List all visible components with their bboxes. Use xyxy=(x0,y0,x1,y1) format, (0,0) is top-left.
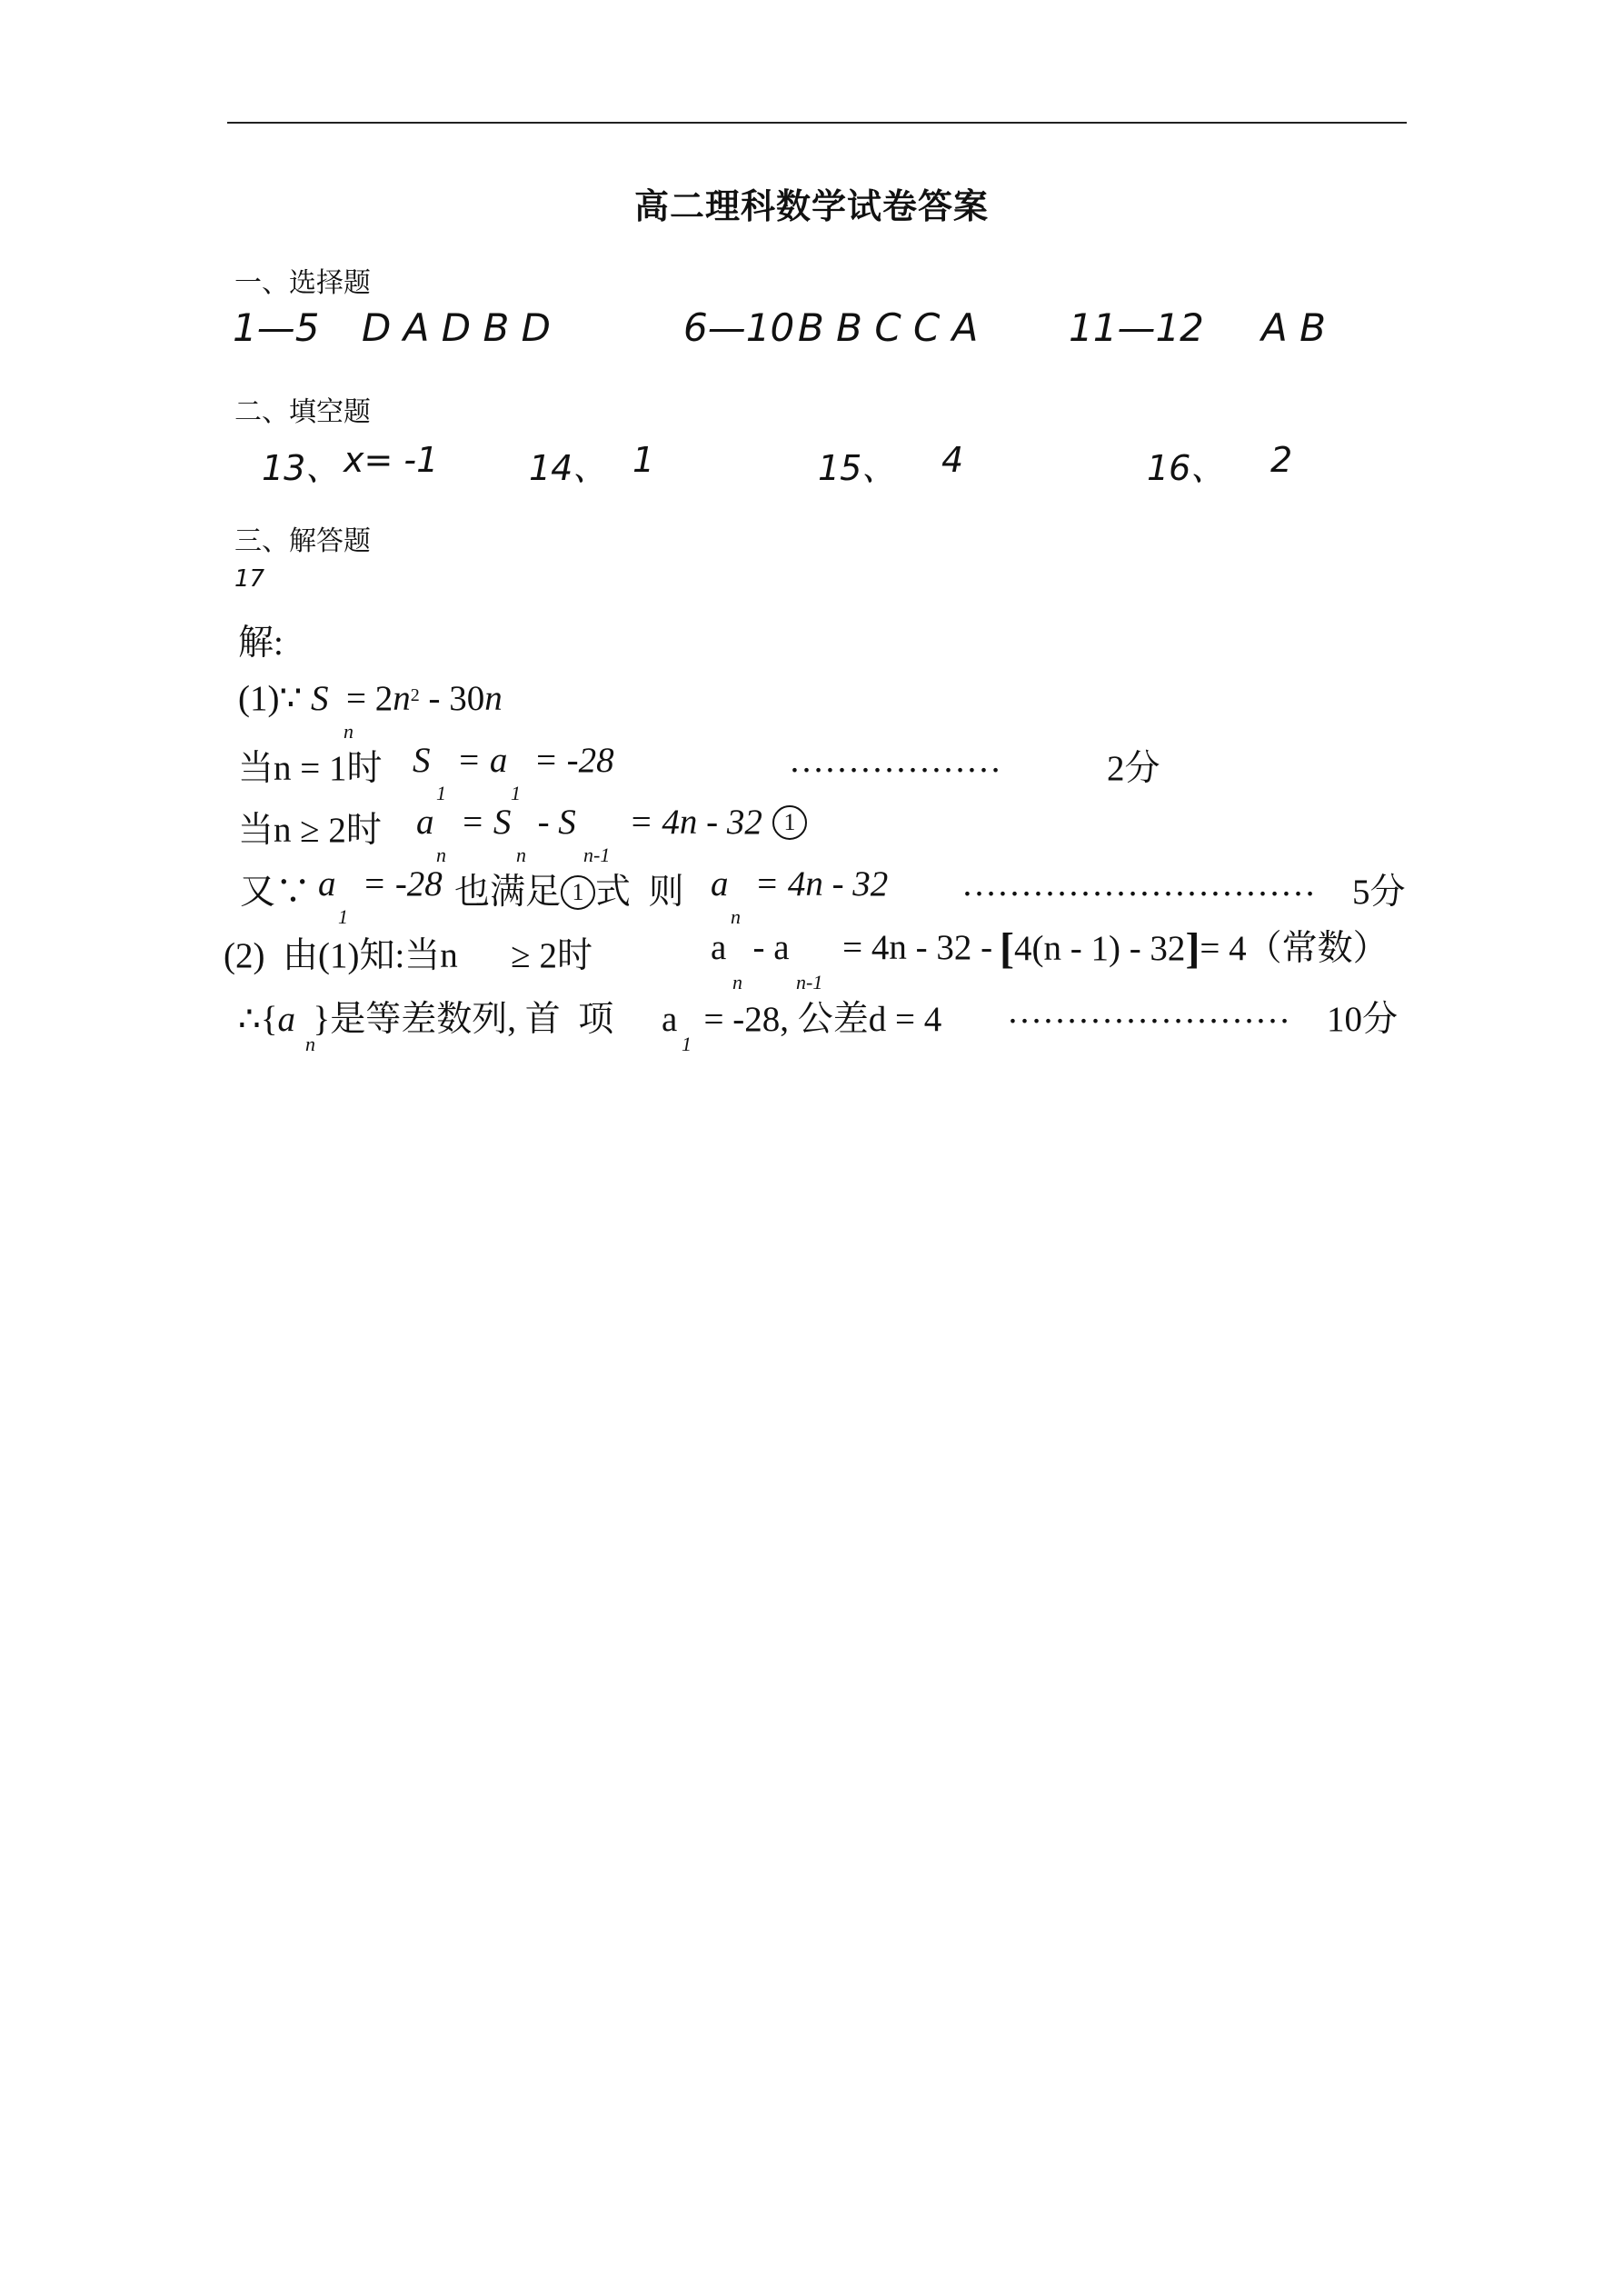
line6-expr: a = -28, 公差d = 4 xyxy=(662,1000,942,1039)
line4-expr: a = -28 xyxy=(318,864,443,903)
sub-n: n xyxy=(731,905,741,928)
solution-label: 解: xyxy=(238,624,284,663)
section-choice-heading: 一、选择题 xyxy=(234,267,371,299)
fill-num-15: 15、 xyxy=(818,448,897,488)
solution-line-1 xyxy=(238,678,503,719)
line4-after-text: 式 则 xyxy=(595,873,684,912)
line2-expr: S = a = -28 xyxy=(413,741,614,780)
line5-bracket-group xyxy=(1000,920,1389,973)
bracket-open: [ xyxy=(1000,924,1014,973)
line6-dots: …………………… xyxy=(1007,992,1290,1031)
line1-prefix: (1)∵ xyxy=(238,679,303,718)
fill-answer-14: 1 xyxy=(632,440,655,480)
line5-text: (2) 由(1)知:当n ≥ 2时 xyxy=(224,936,592,975)
sub-one: 1 xyxy=(682,1033,692,1055)
sub-one: 1 xyxy=(511,782,521,804)
line4-mid-text: 也满足 xyxy=(454,873,562,912)
sub-n: n xyxy=(344,720,353,743)
line6-text: ∴{ xyxy=(238,1000,278,1039)
line1-eq: = 2 xyxy=(346,679,393,718)
section-solution-heading: 三、解答题 xyxy=(234,525,371,557)
sub-n-minus-1: n-1 xyxy=(796,971,823,993)
line4-dots: ………………………… xyxy=(961,864,1316,903)
line1-exp: 2 xyxy=(410,685,420,705)
page-title: 高二理科数学试卷答案 xyxy=(633,186,989,226)
sub-n: n xyxy=(436,844,446,866)
line6-mid: }是等差数列, 首 项 xyxy=(313,1000,614,1039)
choice-range-2: 6—10 xyxy=(683,305,795,350)
sub-n: n xyxy=(732,971,742,993)
fill-answer-13: x= -1 xyxy=(344,440,439,480)
line2-score: 2分 xyxy=(1107,749,1160,788)
sub-n-minus-1: n-1 xyxy=(583,844,611,866)
line4-text: 又∵ xyxy=(240,873,312,912)
line6-score: 10分 xyxy=(1327,1000,1399,1039)
fill-answer-16: 2 xyxy=(1270,440,1293,480)
fill-num-14: 14、 xyxy=(529,448,608,488)
line4-score: 5分 xyxy=(1352,873,1406,912)
line1-var: S xyxy=(311,679,329,718)
line5-expr: a - a = 4n - 32 - xyxy=(711,928,993,967)
circled-one: 1 xyxy=(772,805,807,840)
line6-var: a xyxy=(277,1000,296,1039)
line4-mid xyxy=(454,863,684,914)
bracket-close: ] xyxy=(1185,924,1200,973)
line1-n: n xyxy=(393,679,411,718)
line2-text: 当n = 1时 xyxy=(238,749,383,788)
choice-answers-1: D A D B D xyxy=(362,305,551,350)
question-number: 17 xyxy=(234,565,265,593)
fill-num-16: 16、 xyxy=(1147,448,1226,488)
line2-dots: ……………… xyxy=(789,741,1001,780)
sub-n: n xyxy=(305,1033,315,1055)
line3-expr: a = S - S = 4n - 32 xyxy=(416,803,762,842)
line3-circle-mark xyxy=(772,802,807,843)
circled-one: 1 xyxy=(561,875,595,910)
sub-one: 1 xyxy=(338,905,348,928)
sub-n: n xyxy=(516,844,526,866)
fill-num-13: 13、 xyxy=(262,448,341,488)
line3-text: 当n ≥ 2时 xyxy=(238,811,382,850)
choice-range-1: 1—5 xyxy=(233,305,320,350)
fill-answer-15: 4 xyxy=(941,440,964,480)
section-fill-heading: 二、填空题 xyxy=(234,396,371,428)
choice-range-3: 11—12 xyxy=(1069,305,1204,350)
line4-expr2: a = 4n - 32 xyxy=(711,864,889,903)
line1-n2: n xyxy=(484,679,503,718)
header-rule xyxy=(227,122,1407,124)
line6-group xyxy=(238,991,613,1042)
sub-one: 1 xyxy=(436,782,446,804)
line5-tail: = 4（常数） xyxy=(1200,929,1389,968)
line1-rest: - 30 xyxy=(428,679,485,718)
choice-answers-3: A B xyxy=(1261,305,1326,350)
line5-inner: 4(n - 1) - 32 xyxy=(1013,929,1186,968)
choice-answers-2: B B C C A xyxy=(798,305,979,350)
